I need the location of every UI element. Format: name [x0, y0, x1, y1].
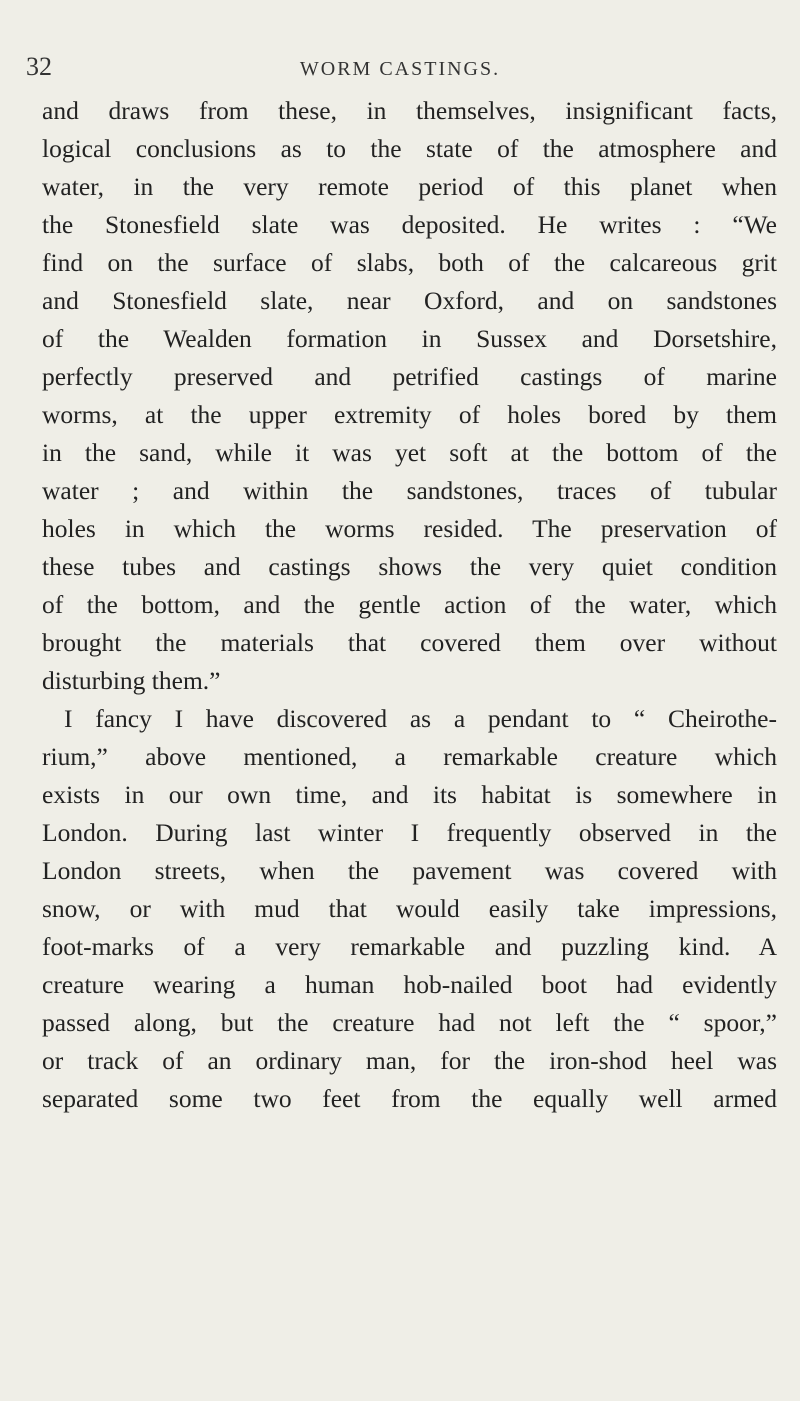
text-line: London. During last winter I frequently observed in the	[42, 818, 777, 847]
text-line: separated some two feet from the equally well armed	[42, 1084, 777, 1113]
text-line: creature wearing a human hob-nailed boot had evidently	[42, 970, 777, 999]
text-line: water ; and within the sandstones, traces of tubular	[42, 476, 777, 505]
text-line: passed along, but the creature had not left the “ spoor,”	[42, 1008, 777, 1037]
text-line: and draws from these, in themselves, insignificant facts,	[42, 96, 777, 125]
text-line: exists in our own time, and its habitat is somewhere in	[42, 780, 777, 809]
text-line: holes in which the worms resided. The preservation of	[42, 514, 777, 543]
text-line: the Stonesfield slate was deposited. He writes : “We	[42, 210, 777, 239]
text-line: logical conclusions as to the state of the atmosphere and	[42, 134, 777, 163]
text-line: snow, or with mud that would easily take impressions,	[42, 894, 777, 923]
text-line: foot-marks of a very remarkable and puzzling kind. A	[42, 932, 777, 961]
text-line: of the bottom, and the gentle action of the water, which	[42, 590, 777, 619]
text-line: disturbing them.”	[42, 666, 221, 695]
text-line: brought the materials that covered them over without	[42, 628, 777, 657]
running-head: WORM CASTINGS.	[299, 58, 501, 80]
text-line: of the Wealden formation in Sussex and Dorsetshire,	[42, 324, 777, 353]
text-line: in the sand, while it was yet soft at the bottom of the	[42, 438, 777, 467]
text-line: these tubes and castings shows the very quiet condition	[42, 552, 777, 581]
text-line: find on the surface of slabs, both of the calcareous grit	[42, 248, 777, 277]
text-line: and Stonesfield slate, near Oxford, and on sandstones	[42, 286, 777, 315]
text-line: rium,” above mentioned, a remarkable creature which	[42, 742, 777, 771]
text-line: worms, at the upper extremity of holes bored by them	[42, 400, 777, 429]
text-line: I fancy I have discovered as a pendant to “ Cheirothe-	[64, 704, 777, 733]
text-line: or track of an ordinary man, for the iron-shod heel was	[42, 1046, 777, 1075]
text-line: London streets, when the pavement was covered with	[42, 856, 777, 885]
page-number: 32	[26, 52, 52, 81]
text-line: water, in the very remote period of this planet when	[42, 172, 777, 201]
text-line: perfectly preserved and petrified castings of marine	[42, 362, 777, 391]
